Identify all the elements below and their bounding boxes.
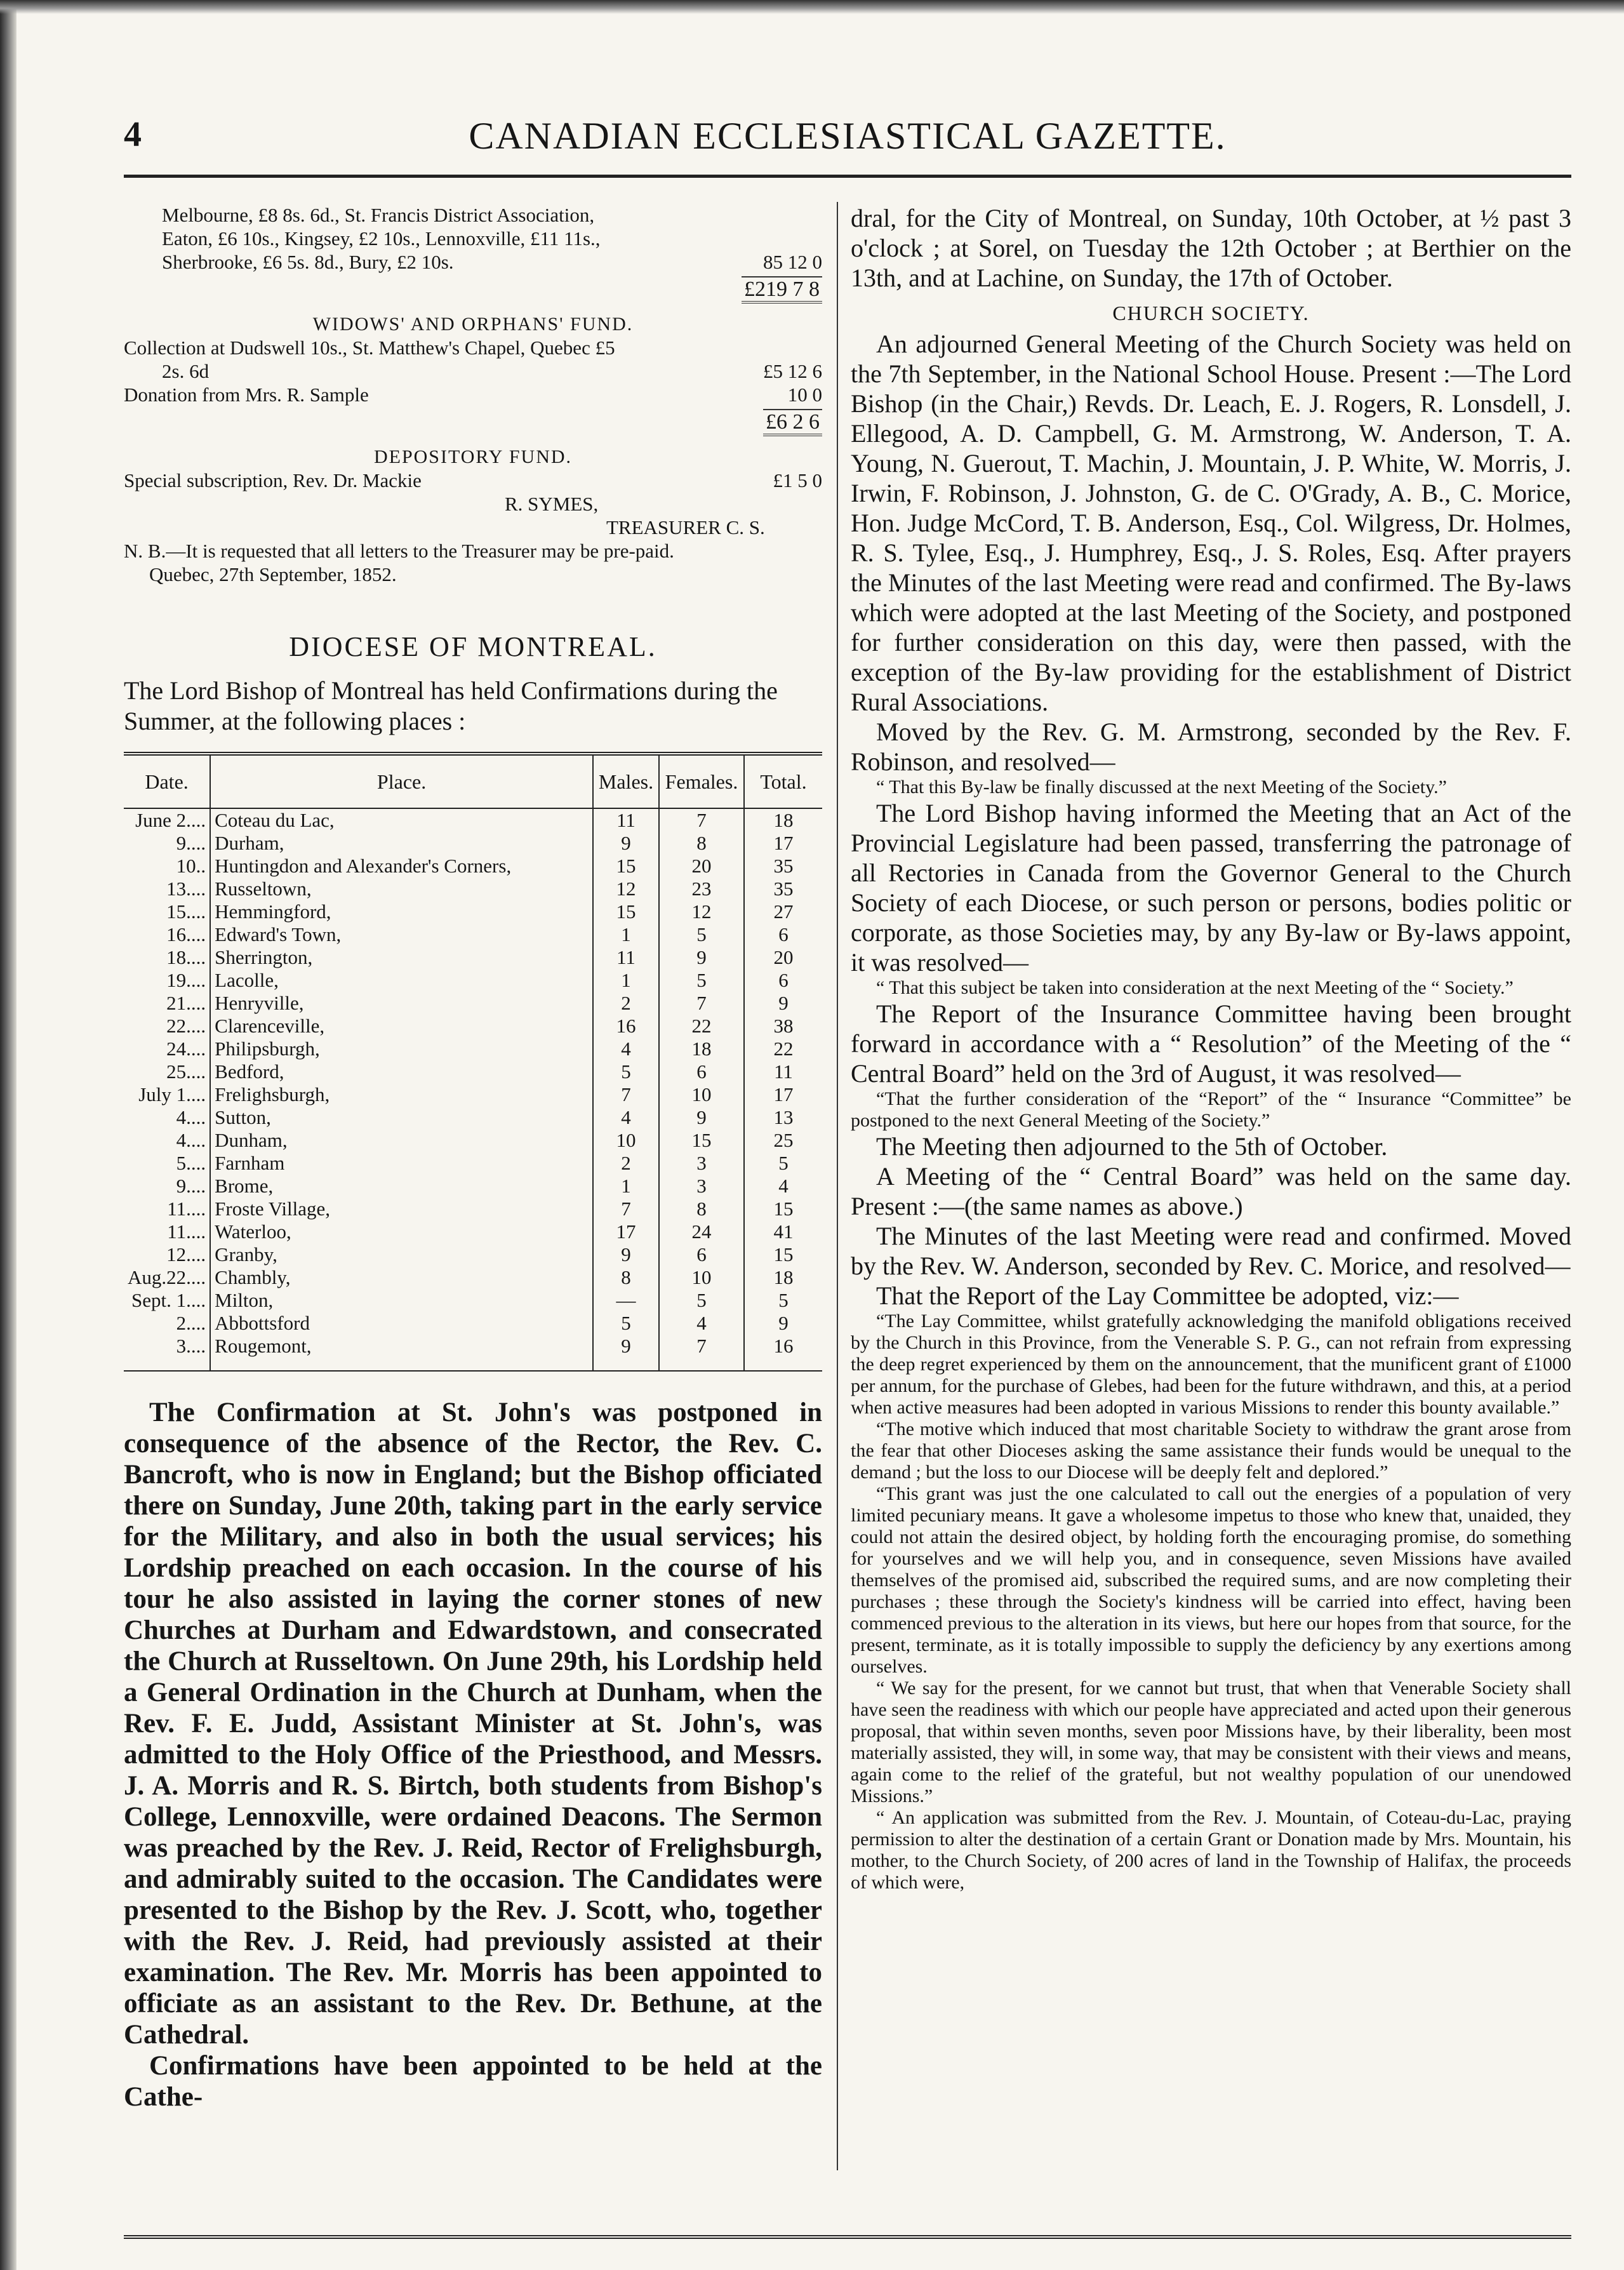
cell-place: Granby, — [210, 1243, 593, 1266]
table-row — [124, 1106, 822, 1129]
cell-females: 3 — [659, 1152, 744, 1175]
cell-place: Hemmingford, — [210, 900, 593, 923]
cell-total: 35 — [744, 855, 822, 878]
depository-line: Special subscription, Rev. Dr. Mackie £1 5 0 — [124, 469, 822, 491]
table-row — [124, 1015, 822, 1038]
header-date: Date. — [124, 754, 210, 808]
table-header-row — [124, 754, 822, 808]
diocese-intro: The Lord Bishop of Montreal has held Confirmations during the Summer, at the following places : — [124, 676, 778, 735]
cell-males: 2 — [593, 992, 659, 1015]
cell-total: 25 — [744, 1129, 822, 1152]
table-row — [124, 1335, 822, 1371]
cell-date: 10.. — [176, 855, 206, 877]
cell-place: Russeltown, — [210, 878, 593, 900]
table-row — [124, 1129, 822, 1152]
cell-total: 20 — [744, 946, 822, 969]
left-column — [124, 203, 822, 2113]
cell-place: Abbottsford — [210, 1312, 593, 1335]
cell-place: Huntingdon and Alexander's Corners, — [210, 855, 593, 878]
table-row — [124, 1175, 822, 1198]
cell-place: Sherrington, — [210, 946, 593, 969]
cell-total: 18 — [744, 1266, 822, 1289]
cell-females: 7 — [659, 808, 744, 832]
cell-females: 5 — [659, 1289, 744, 1312]
cell-total: 18 — [744, 808, 822, 832]
cell-females: 10 — [659, 1083, 744, 1106]
masthead — [124, 114, 1571, 165]
page-edge-shadow — [0, 0, 17, 2270]
cell-females: 8 — [659, 832, 744, 855]
cell-males: 9 — [593, 832, 659, 855]
cell-males: 9 — [593, 1243, 659, 1266]
cell-females: 9 — [659, 946, 744, 969]
cell-males: 5 — [593, 1312, 659, 1335]
cell-total: 35 — [744, 878, 822, 900]
treasurer-name: R. SYMES, — [505, 493, 599, 515]
widows-line-3: Donation from Mrs. R. Sample 10 0 — [124, 384, 822, 406]
cell-males: 4 — [593, 1038, 659, 1060]
resolution-quote-2: “ That this subject be taken into consideration at the next Meeting of the “ Society.” — [876, 977, 1514, 998]
table-row — [124, 808, 822, 832]
cell-total: 16 — [744, 1335, 822, 1371]
cell-total: 15 — [744, 1243, 822, 1266]
cell-date: 21.... — [166, 992, 206, 1014]
page-bottom-rule — [124, 2235, 1571, 2239]
church-society-heading: CHURCH SOCIETY. — [1112, 302, 1310, 324]
cell-males: 17 — [593, 1220, 659, 1243]
cell-females: 9 — [659, 1106, 744, 1129]
cell-females: 18 — [659, 1038, 744, 1060]
cell-females: 20 — [659, 855, 744, 878]
header-total: Total. — [744, 754, 822, 808]
cell-males: 8 — [593, 1266, 659, 1289]
table-row — [124, 878, 822, 900]
table-row — [124, 1038, 822, 1060]
cell-males: 1 — [593, 1175, 659, 1198]
legislature-paragraph: The Lord Bishop having informed the Meeting that an Act of the Provincial Legislature had been passed, transferring the patronage of all Rectories in Canada from the Governor General to the Church Society of each Diocese, or such person or persons, bodies politic or corporate, as those Societies may, by any By-law or By-laws appoint, it was resolved— — [851, 799, 1571, 977]
cell-total: 5 — [744, 1289, 822, 1312]
cell-males: 4 — [593, 1106, 659, 1129]
cell-date: June 2.... — [135, 809, 206, 831]
cell-place: Chambly, — [210, 1266, 593, 1289]
table-row — [124, 1083, 822, 1106]
cell-date: 4.... — [176, 1129, 206, 1151]
cell-females: 7 — [659, 992, 744, 1015]
lay-committee-quote-1: “The Lay Committee, whilst gratefully acknowledging the manifold obligations received by the Church in this Province, from the Venerable S. P. G., can not refrain from expressing the deep regret experienced by them on the announcement, that the munificent grant of £1000 per annum, for the purchase of Glebes, had been for the future withdrawn, and this, at a period when active measures had been adopted in various Missions to render this bounty available.” — [851, 1311, 1571, 1418]
cell-males: 5 — [593, 1060, 659, 1083]
cell-date: 18.... — [166, 946, 206, 968]
cell-date: 24.... — [166, 1038, 206, 1060]
cell-date: 4.... — [176, 1106, 206, 1128]
column-divider — [837, 202, 838, 2170]
cell-place: Farnham — [210, 1152, 593, 1175]
cell-females: 3 — [659, 1175, 744, 1198]
cell-place: Edward's Town, — [210, 923, 593, 946]
table-row — [124, 1198, 822, 1220]
cell-place: Frelighsburgh, — [210, 1083, 593, 1106]
table-row — [124, 1312, 822, 1335]
table-row — [124, 832, 822, 855]
cell-males: 9 — [593, 1335, 659, 1371]
depository-fund-heading: DEPOSITORY FUND. — [373, 446, 573, 467]
cell-females: 12 — [659, 900, 744, 923]
cell-total: 13 — [744, 1106, 822, 1129]
cell-females: 6 — [659, 1060, 744, 1083]
cell-total: 17 — [744, 1083, 822, 1106]
cell-date: 2.... — [176, 1312, 206, 1334]
cell-date: 22.... — [166, 1015, 206, 1037]
cell-date: 11.... — [167, 1220, 206, 1243]
cell-place: Clarenceville, — [210, 1015, 593, 1038]
diocese-title: DIOCESE OF MONTREAL. — [289, 631, 657, 662]
table-row — [124, 923, 822, 946]
cell-females: 6 — [659, 1243, 744, 1266]
cell-place: Coteau du Lac, — [210, 808, 593, 832]
cell-total: 11 — [744, 1060, 822, 1083]
page-number: 4 — [124, 115, 142, 154]
insurance-paragraph: The Report of the Insurance Committee having been brought forward in accordance with a “ Resolution” of the Meeting of the “ Central Board” held on the 3rd of August, it was resolved— — [851, 999, 1571, 1088]
cell-date: 5.... — [176, 1152, 206, 1174]
central-board-paragraph: A Meeting of the “ Central Board” was held on the same day. Present :—(the same names as above.) — [851, 1162, 1571, 1220]
table-row — [124, 1220, 822, 1243]
table-row — [124, 1152, 822, 1175]
cell-place: Rougemont, — [210, 1335, 593, 1371]
cell-date: Sept. 1.... — [131, 1289, 206, 1311]
ledger-subtotal: £219 7 8 — [124, 274, 822, 305]
page-top-shadow — [0, 0, 1624, 14]
cell-males: 2 — [593, 1152, 659, 1175]
widows-total: £6 2 6 — [124, 406, 822, 437]
cell-females: 5 — [659, 923, 744, 946]
cell-date: 13.... — [166, 878, 206, 900]
meeting-paragraph: An adjourned General Meeting of the Church Society was held on the 7th September, in the National School House. Present :—The Lord Bishop (in the Chair,) Revds. Dr. Leach, E. J. Rogers, R. Lonsdell, J. Ellegood, A. D. Campbell, G. M. Armstrong, W. Anderson, T. A. Young, N. Guerout, T. Machin, J. Mountain, J. P. White, W. Morris, J. Irwin, F. Robinson, J. Johnston, G. de C. O'Grady, A. B., C. Morice, Hon. Judge McCord, T. B. Anderson, Esq., Col. Wilgress, Dr. Holmes, R. S. Tylee, Esq., J. Humphrey, Esq., J. S. Roles, Esq. After prayers the Minutes of the last Meeting were read and confirmed. The By-laws which were adopted at the last Meeting of the Society, and postponed for further consideration on this day, were then passed, with the exception of the By-law providing for the establishment of District Rural Associations. — [851, 330, 1571, 716]
cell-date: 11.... — [167, 1198, 206, 1220]
schedule-continuation: dral, for the City of Montreal, on Sunday, 10th October, at ½ past 3 o'clock ; at Sorel, on Tuesday the 12th October ; at Berthier on the 13th, and at Lachine, on Sunday, the 17th of October. — [851, 204, 1571, 292]
cell-males: 11 — [593, 946, 659, 969]
cell-total: 27 — [744, 900, 822, 923]
table-row — [124, 946, 822, 969]
cell-place: Milton, — [210, 1289, 593, 1312]
treasurer-ledger — [124, 203, 822, 586]
table-row — [124, 1266, 822, 1289]
cell-males: 7 — [593, 1083, 659, 1106]
ledger-date: Quebec, 27th September, 1852. — [149, 563, 397, 585]
header-males: Males. — [593, 754, 659, 808]
cell-females: 10 — [659, 1266, 744, 1289]
cell-total: 9 — [744, 1312, 822, 1335]
cell-females: 7 — [659, 1335, 744, 1371]
cell-females: 22 — [659, 1015, 744, 1038]
confirmations-table — [124, 752, 822, 1372]
cell-place: Dunham, — [210, 1129, 593, 1152]
cell-males: 7 — [593, 1198, 659, 1220]
cell-total: 38 — [744, 1015, 822, 1038]
cell-place: Henryville, — [210, 992, 593, 1015]
widows-line-2: 2s. 6d £5 12 6 — [162, 360, 822, 382]
table-row — [124, 1060, 822, 1083]
cell-females: 23 — [659, 878, 744, 900]
ledger-line-3-label: Sherbrooke, £6 5s. 8d., Bury, £2 10s. — [162, 251, 454, 273]
cell-total: 4 — [744, 1175, 822, 1198]
cell-place: Durham, — [210, 832, 593, 855]
widows-line-1: Collection at Dudswell 10s., St. Matthew's Chapel, Quebec £5 — [124, 337, 615, 359]
table-row — [124, 1243, 822, 1266]
cell-males: 10 — [593, 1129, 659, 1152]
motion-paragraph: Moved by the Rev. G. M. Armstrong, seconded by the Rev. F. Robinson, and resolved— — [851, 718, 1571, 776]
adjourn-paragraph: The Meeting then adjourned to the 5th of October. — [876, 1132, 1388, 1161]
table-row — [124, 855, 822, 878]
ledger-line-1: Melbourne, £8 8s. 6d., St. Francis District Association, — [162, 204, 595, 226]
newspaper-title: CANADIAN ECCLESIASTICAL GAZETTE. — [469, 115, 1227, 157]
cell-place: Brome, — [210, 1175, 593, 1198]
right-column — [851, 203, 1571, 1893]
resolution-quote-1: “ That this By-law be finally discussed at the next Meeting of the Society.” — [876, 777, 1447, 798]
cell-males: 12 — [593, 878, 659, 900]
cell-total: 6 — [744, 969, 822, 992]
cell-males: 16 — [593, 1015, 659, 1038]
cell-date: 9.... — [176, 832, 206, 854]
lay-committee-paragraph: That the Report of the Lay Committee be adopted, viz:— — [876, 1281, 1459, 1310]
table-row — [124, 1289, 822, 1312]
lay-committee-quote-2: “The motive which induced that most charitable Society to withdraw the grant arose from the fear that other Dioceses asking the same assistance their funds would be unequal to the demand ; but the loss to our Diocese will be deeply felt and deplored.” — [851, 1419, 1571, 1483]
ledger-line-3-amount: 85 12 0 — [763, 251, 822, 273]
masthead-rule — [124, 175, 1571, 178]
lay-committee-quote-5: “ An application was submitted from the Rev. J. Mountain, of Coteau-du-Lac, praying permission to alter the destination of a certain Grant or Donation made by Mrs. Mountain, his mother, to the Church Society, of 200 acres of land in the Township of Halifax, the proceeds of which were, — [851, 1807, 1571, 1893]
cell-total: 9 — [744, 992, 822, 1015]
cell-place: Philipsburgh, — [210, 1038, 593, 1060]
cell-date: July 1.... — [138, 1083, 206, 1105]
table-row — [124, 900, 822, 923]
cell-males: 1 — [593, 923, 659, 946]
ledger-line-2: Eaton, £6 10s., Kingsey, £2 10s., Lennoxville, £11 11s., — [162, 227, 601, 250]
ledger-line-3 — [124, 250, 822, 274]
cell-place: Waterloo, — [210, 1220, 593, 1243]
header-females: Females. — [659, 754, 744, 808]
prepaid-note: N. B.—It is requested that all letters to the Treasurer may be pre-paid. — [124, 540, 674, 562]
cell-males: — — [593, 1289, 659, 1312]
cell-place: Lacolle, — [210, 969, 593, 992]
cell-females: 8 — [659, 1198, 744, 1220]
cell-females: 24 — [659, 1220, 744, 1243]
cell-total: 6 — [744, 923, 822, 946]
cell-females: 5 — [659, 969, 744, 992]
cell-place: Froste Village, — [210, 1198, 593, 1220]
cell-females: 4 — [659, 1312, 744, 1335]
confirmation-schedule-line: Confirmations have been appointed to be held at the Cathe- — [124, 2051, 822, 2112]
cell-total: 17 — [744, 832, 822, 855]
table-row — [124, 992, 822, 1015]
widows-fund-heading: WIDOWS' AND ORPHANS' FUND. — [312, 314, 634, 335]
lay-committee-quote-3: “This grant was just the one calculated to call out the energies of a population of very limited pecuniary means. It gave a wholesome impetus to those who knew that, unaided, they could not attain the desired object, by holding forth the encouraging promise, do something for yourselves and we will help you, and in consequence, seven Missions have availed themselves of the promised aid, subscribed the required sums, and are now completing their purchases ; these through the Society's kindness will be carried into effect, having been commenced previous to the alteration in its views, but here our hopes from that source, for the present, terminate, as it is totally impossible to supply the deficiency by any exertions among ourselves. — [851, 1483, 1571, 1677]
cell-females: 15 — [659, 1129, 744, 1152]
cell-date: 12.... — [166, 1243, 206, 1265]
cell-males: 1 — [593, 969, 659, 992]
cell-date: 3.... — [176, 1335, 206, 1357]
cell-males: 15 — [593, 900, 659, 923]
cell-males: 15 — [593, 855, 659, 878]
cell-place: Bedford, — [210, 1060, 593, 1083]
cell-total: 41 — [744, 1220, 822, 1243]
minutes-paragraph: The Minutes of the last Meeting were read and confirmed. Moved by the Rev. W. Anderson, seconded by Rev. C. Morice, and resolved— — [851, 1222, 1571, 1280]
header-place: Place. — [210, 754, 593, 808]
cell-date: 9.... — [176, 1175, 206, 1197]
cell-date: Aug.22.... — [128, 1266, 206, 1288]
cell-date: 25.... — [166, 1060, 206, 1083]
cell-total: 15 — [744, 1198, 822, 1220]
cell-date: 16.... — [166, 923, 206, 945]
cell-place: Sutton, — [210, 1106, 593, 1129]
treasurer-title: TREASURER C. S. — [606, 516, 765, 538]
confirmation-report: The Confirmation at St. John's was postponed in consequence of the absence of the Rector, the Rev. C. Bancroft, who is now in England; but the Bishop officiated there on Sunday, June 20th, taking part in the early service for the Military, and also in both the usual services; his Lordship preached on each occasion. In the course of his tour he also assisted in laying the corner stones of new Churches at Durham and Edwardstown, and consecrated the Church at Russeltown. On June 29th, his Lordship held a General Ordination in the Church at Dunham, when the Rev. F. E. Judd, Assistant Minister at St. John's, was admitted to the Holy Office of the Priesthood, and Messrs. J. A. Morris and R. S. Birtch, both students from Bishop's College, Lennoxville, were ordained Deacons. The Sermon was preached by the Rev. J. Reid, Rector of Frelighsburgh, and admirably suited to the occasion. The Candidates were presented to the Bishop by the Rev. J. Scott, who, together with the Rev. J. Reid, had previously assisted at their examination. The Rev. Mr. Morris has been appointed to officiate as an assistant to the Rev. Dr. Bethune, at the Cathedral. — [124, 1398, 822, 2050]
cell-date: 19.... — [166, 969, 206, 991]
resolution-quote-3: “That the further consideration of the “Report” of the “ Insurance “Committee” be postponed to the next General Meeting of the Society.” — [851, 1088, 1571, 1131]
cell-males: 11 — [593, 808, 659, 832]
cell-date: 15.... — [166, 900, 206, 923]
lay-committee-quote-4: “ We say for the present, for we cannot but trust, that when that Venerable Society shall have seen the readiness with which our people have appreciated and acted upon their generous proposal, that within seven months, seven poor Missions have, by their liberality, been most materially assisted, they will, in some way, that may be consistent with their views and means, again come to the relief of the grateful, but not wealthy population of our unendowed Missions.” — [851, 1678, 1571, 1806]
cell-total: 22 — [744, 1038, 822, 1060]
table-row — [124, 969, 822, 992]
cell-total: 5 — [744, 1152, 822, 1175]
